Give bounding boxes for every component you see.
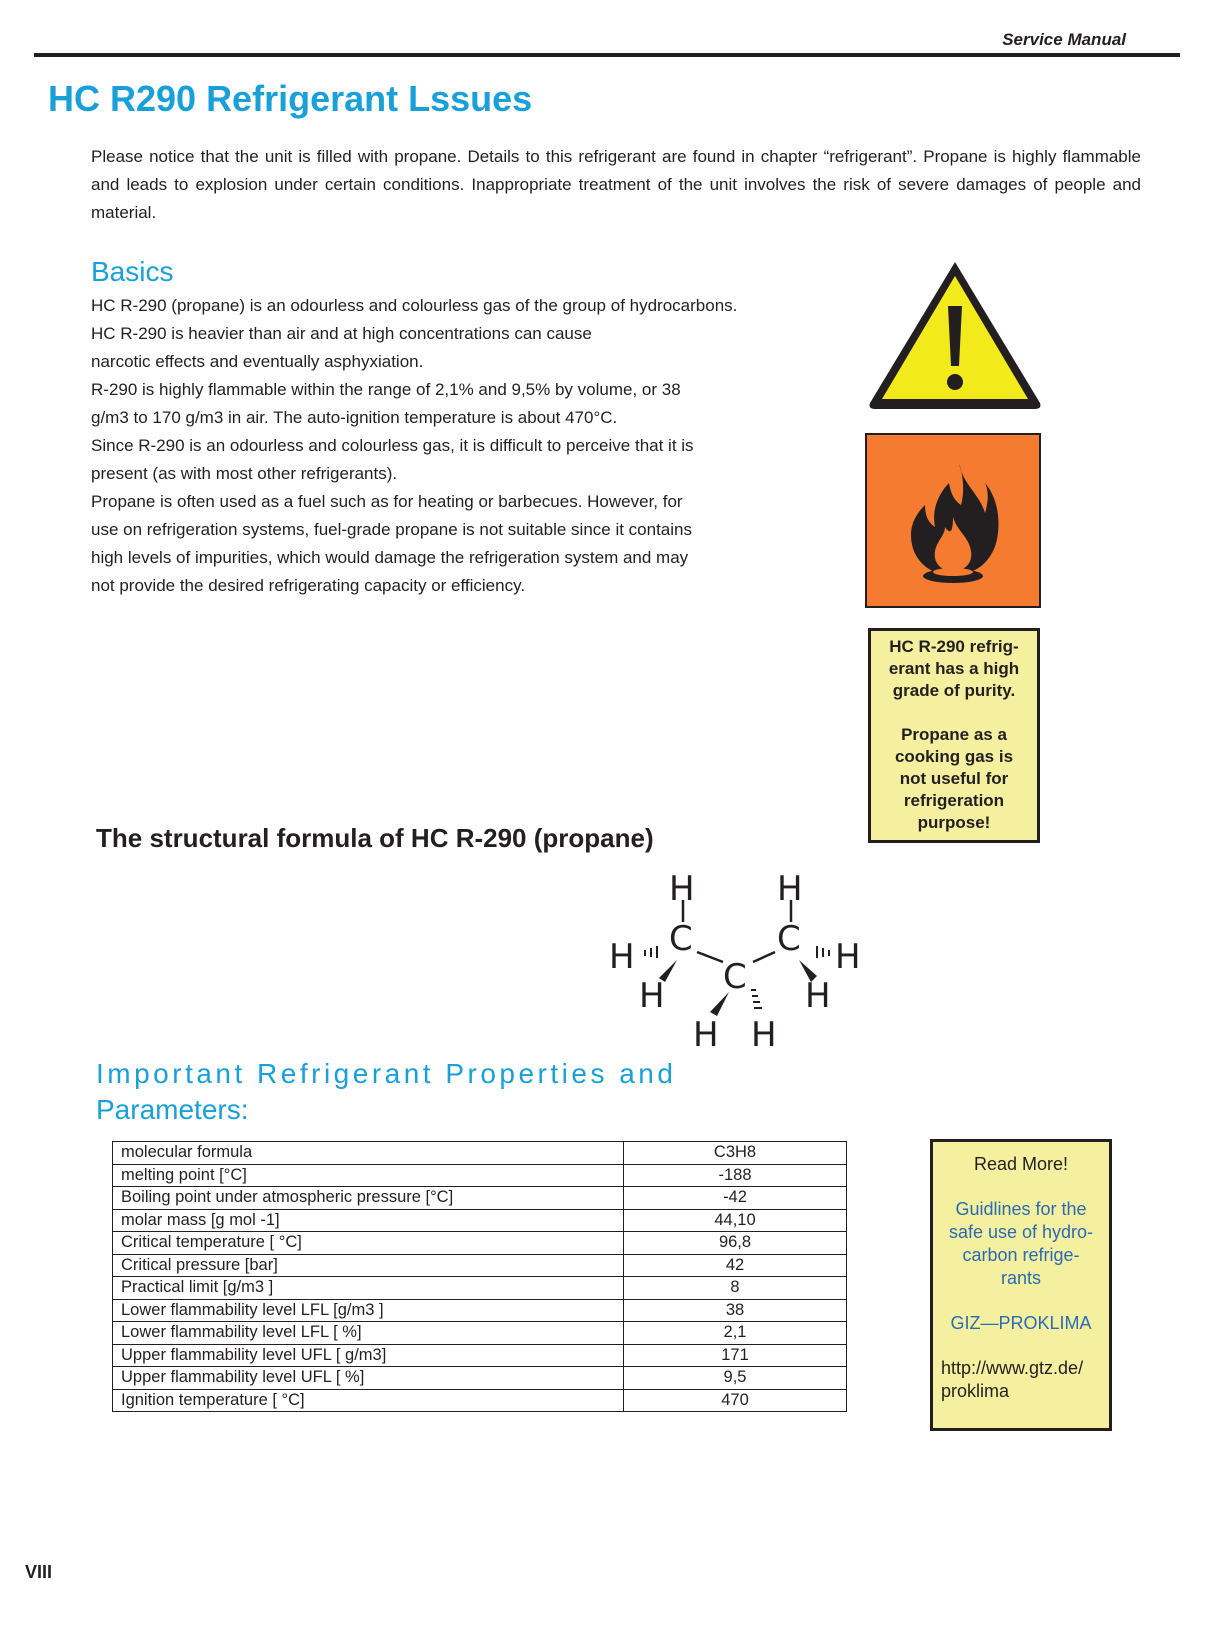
property-value-cell: 171 — [624, 1344, 847, 1367]
properties-table — [112, 1141, 847, 1412]
basics-text — [91, 292, 737, 600]
property-name-cell: melting point [°C] — [113, 1164, 624, 1187]
note-line: purpose! — [917, 813, 991, 832]
page-title: HC R290 Refrigerant Lssues — [48, 78, 533, 119]
table-row — [113, 1164, 847, 1187]
property-value-cell: 9,5 — [624, 1367, 847, 1390]
table-row — [113, 1209, 847, 1232]
property-name-cell: Critical pressure [bar] — [113, 1254, 624, 1277]
atom-hydrogen: H — [805, 976, 831, 1016]
atom-hydrogen: H — [777, 870, 803, 909]
basics-line: high levels of impurities, which would damage the refrigeration system and may — [91, 548, 689, 567]
basics-line: narcotic effects and eventually asphyxiation. — [91, 352, 424, 371]
basics-line: g/m3 to 170 g/m3 in air. The auto-ignition temperature is about 470°C. — [91, 408, 618, 427]
url-line: proklima — [941, 1381, 1010, 1401]
property-name-cell: Boiling point under atmospheric pressure [°C] — [113, 1187, 624, 1210]
property-value-cell: 96,8 — [624, 1232, 847, 1255]
guidelines-line: Guidlines for the — [955, 1199, 1087, 1219]
url-line: http://www.gtz.de/ — [941, 1358, 1084, 1378]
property-value-cell: 44,10 — [624, 1209, 847, 1232]
guidelines-line: carbon refrige- — [962, 1245, 1080, 1265]
table-row — [113, 1142, 847, 1165]
property-name-cell: Upper flammability level UFL [ g/m3] — [113, 1344, 624, 1367]
note-line: grade of purity. — [892, 681, 1016, 700]
atom-hydrogen: H — [693, 1015, 719, 1055]
table-row — [113, 1389, 847, 1412]
table-row — [113, 1367, 847, 1390]
basics-line: HC R-290 (propane) is an odourless and colourless gas of the group of hydrocarbons. — [91, 296, 738, 315]
note-line: refrigeration — [903, 791, 1005, 810]
table-row — [113, 1232, 847, 1255]
properties-heading-line1: Important Refrigerant Properties and — [96, 1058, 677, 1089]
header-rule — [34, 53, 1180, 57]
note-line: cooking gas is — [894, 747, 1014, 766]
table-row — [113, 1254, 847, 1277]
property-value-cell: 470 — [624, 1389, 847, 1412]
guidelines-text — [933, 1198, 1109, 1290]
basics-line: not provide the desired refrigerating capacity or efficiency. — [91, 576, 526, 595]
property-name-cell: Critical temperature [ °C] — [113, 1232, 624, 1255]
property-name-cell: Ignition temperature [ °C] — [113, 1389, 624, 1412]
table-row — [113, 1344, 847, 1367]
basics-line: R-290 is highly flammable within the range of 2,1% and 9,5% by volume, or 38 — [91, 380, 681, 399]
property-name-cell: molar mass [g mol -1] — [113, 1209, 624, 1232]
flammable-sign — [865, 433, 1041, 608]
basics-line: Since R-290 is an odourless and colourless gas, it is difficult to perceive that it is — [91, 436, 694, 455]
note-line: erant has a high — [888, 659, 1020, 678]
flammable-flame-icon — [867, 435, 1039, 606]
purity-note-box — [868, 628, 1040, 843]
atom-hydrogen: H — [639, 976, 665, 1016]
note-line: HC R-290 refrig- — [889, 637, 1019, 656]
basics-heading: Basics — [91, 256, 174, 287]
properties-heading — [96, 1056, 676, 1128]
table-row — [113, 1187, 847, 1210]
property-name-cell: Lower flammability level LFL [ %] — [113, 1322, 624, 1345]
reference-url — [933, 1357, 1109, 1403]
atom-hydrogen: H — [669, 870, 695, 909]
property-value-cell: 42 — [624, 1254, 847, 1277]
property-value-cell: -188 — [624, 1164, 847, 1187]
structural-formula-heading: The structural formula of HC R-290 (propane) — [96, 823, 654, 853]
page-number: VIII — [25, 1562, 53, 1582]
property-name-cell: Practical limit [g/m3 ] — [113, 1277, 624, 1300]
property-value-cell: C3H8 — [624, 1142, 847, 1165]
table-row — [113, 1299, 847, 1322]
note-line: not useful for — [899, 769, 1009, 788]
atom-hydrogen: H — [751, 1015, 777, 1055]
warning-triangle-icon — [866, 258, 1044, 413]
basics-line: Propane is often used as a fuel such as for heating or barbecues. However, for — [91, 492, 683, 511]
property-value-cell: 38 — [624, 1299, 847, 1322]
basics-line: present (as with most other refrigerants). — [91, 464, 398, 483]
atom-carbon: C — [777, 919, 801, 959]
basics-line: use on refrigeration systems, fuel-grade propane is not suitable since it contains — [91, 520, 692, 539]
property-name-cell: Lower flammability level LFL [g/m3 ] — [113, 1299, 624, 1322]
read-more-box — [930, 1139, 1112, 1431]
property-value-cell: 2,1 — [624, 1322, 847, 1345]
guidelines-line: rants — [1000, 1268, 1042, 1288]
atom-carbon: C — [723, 957, 747, 997]
atom-carbon: C — [669, 919, 693, 959]
organization-name: GIZ—PROKLIMA — [950, 1313, 1092, 1333]
propane-structural-formula — [605, 870, 885, 1055]
intro-paragraph: Please notice that the unit is filled with propane. Details to this refrigerant are found in chapter “refrigerant”. Propane is highly flammable and leads to explosion under certain conditions. Inappropriate treatment of the unit involves the risk of severe damages of people and material. — [91, 147, 1141, 222]
read-more-title: Read More! — [973, 1154, 1069, 1174]
property-value-cell: 8 — [624, 1277, 847, 1300]
table-row — [113, 1322, 847, 1345]
table-row — [113, 1277, 847, 1300]
property-name-cell: Upper flammability level UFL [ %] — [113, 1367, 624, 1390]
property-value-cell: -42 — [624, 1187, 847, 1210]
header-title: Service Manual — [1002, 30, 1126, 49]
atom-hydrogen: H — [835, 937, 861, 977]
note-line: Propane as a — [901, 725, 1007, 744]
property-name-cell: molecular formula — [113, 1142, 624, 1165]
guidelines-line: safe use of hydro- — [948, 1222, 1094, 1242]
atom-hydrogen: H — [609, 937, 635, 977]
properties-heading-line2: Parameters: — [96, 1094, 249, 1125]
basics-line: HC R-290 is heavier than air and at high concentrations can cause — [91, 324, 592, 343]
